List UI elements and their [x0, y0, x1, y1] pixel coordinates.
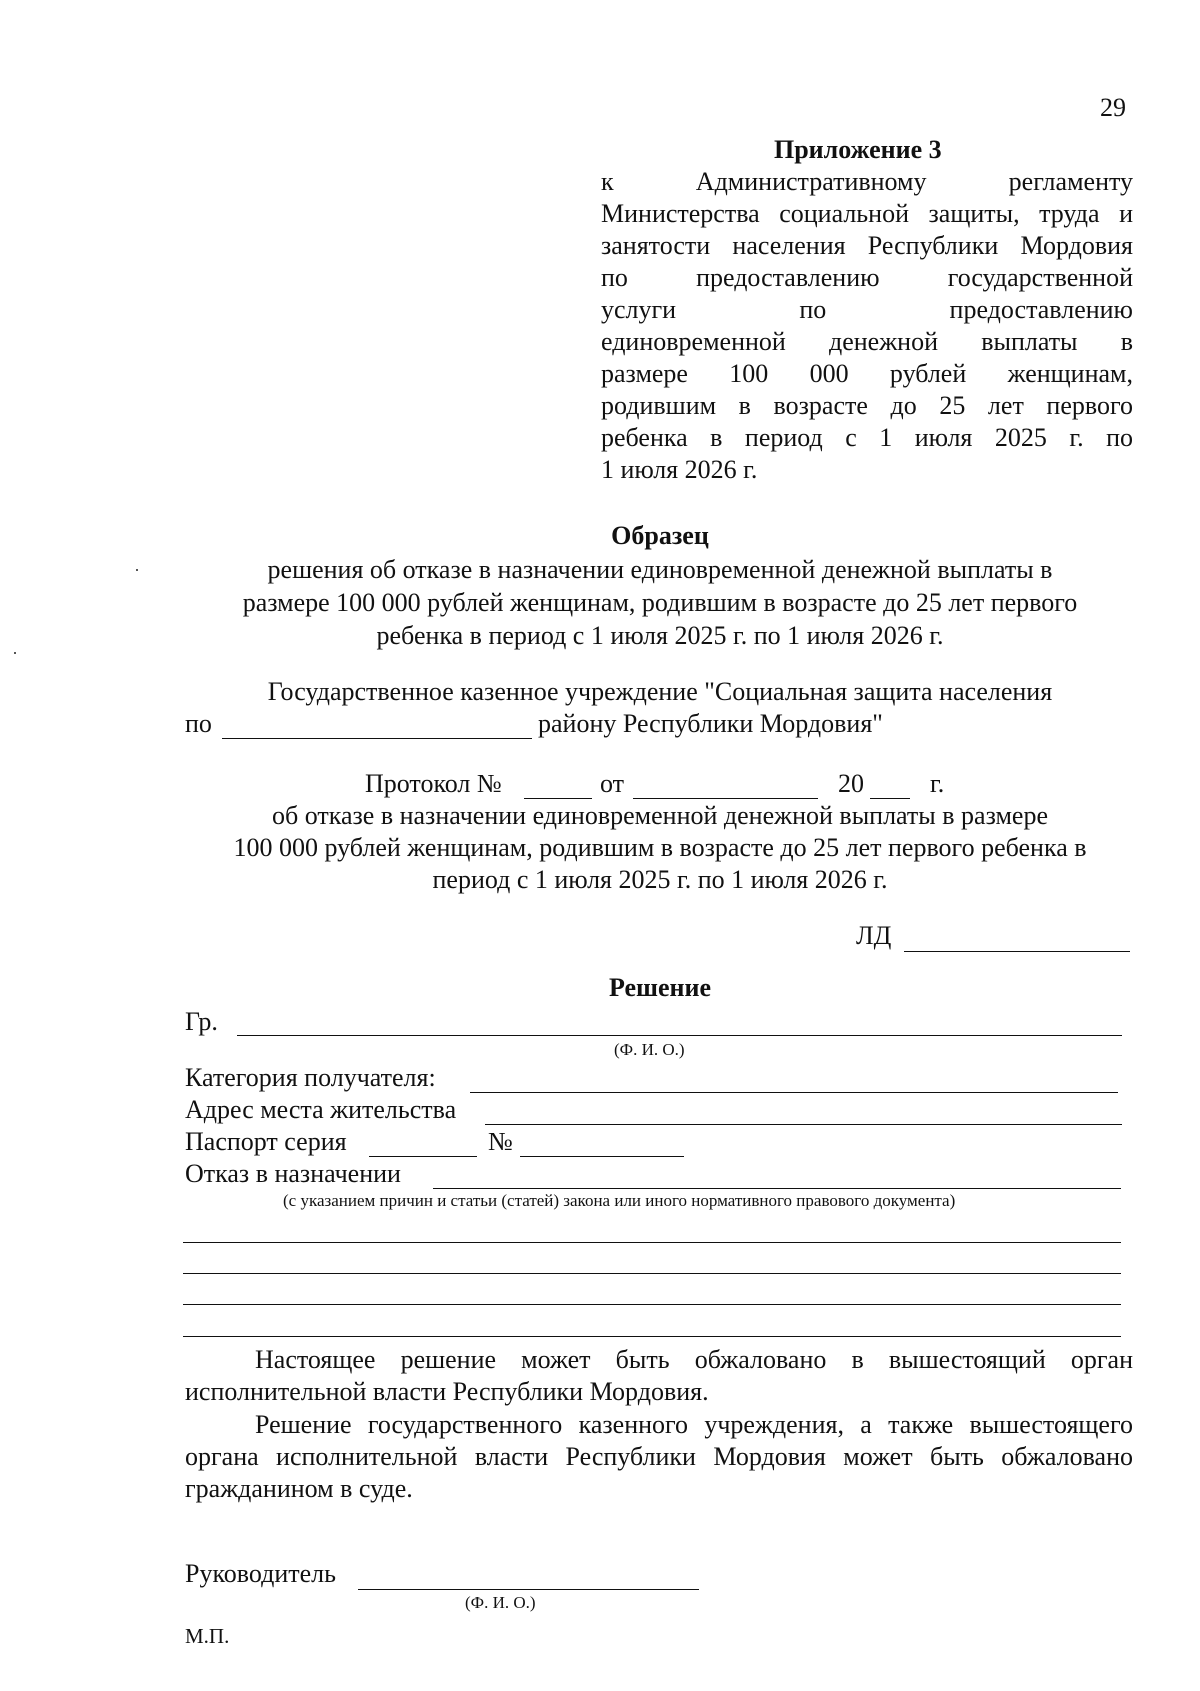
- address-label: Адрес места жительства: [185, 1095, 457, 1124]
- passport-no-label: №: [488, 1127, 513, 1156]
- annex-line: единовременной денежной выплаты в: [601, 327, 1133, 356]
- annex-line: ребенка в период с 1 июля 2025 г. по: [601, 423, 1133, 452]
- passport-series-blank: [369, 1156, 477, 1157]
- citizen-blank: [237, 1035, 1122, 1036]
- annex-line: родившим в возрасте до 25 лет первого: [601, 391, 1133, 420]
- reason-line: [183, 1304, 1121, 1305]
- protocol-year-blank: [870, 798, 910, 799]
- protocol-line: об отказе в назначении единовременной денежной выплаты в размере: [271, 801, 1048, 830]
- head-label: Руководитель: [185, 1559, 336, 1588]
- protocol-label: Протокол №: [365, 769, 502, 798]
- refusal-label: Отказ в назначении: [185, 1159, 401, 1188]
- institution-prefix: по: [185, 709, 212, 738]
- district-blank: [222, 738, 532, 739]
- passport-number-blank: [520, 1156, 684, 1157]
- sample-line: размере 100 000 рублей женщинам, родившим в возрасте до 25 лет первого: [242, 588, 1078, 617]
- annex-line: Министерства социальной защиты, труда и: [601, 199, 1133, 228]
- annex-title: Приложение 3: [774, 135, 942, 164]
- reason-line: [183, 1273, 1121, 1274]
- citizen-label: Гр.: [185, 1007, 218, 1036]
- protocol-line: период с 1 июля 2025 г. по 1 июля 2026 г.: [432, 865, 888, 894]
- reason-line: [183, 1336, 1121, 1337]
- address-blank: [485, 1124, 1122, 1125]
- appeal-paragraph: Настоящее решение может быть обжаловано в вышестоящий орган исполнительной власти Республики Мордовия.: [185, 1345, 1133, 1406]
- page-number: 29: [1100, 93, 1126, 122]
- category-blank: [470, 1092, 1118, 1093]
- protocol-year-prefix: 20: [838, 769, 864, 798]
- annex-line: услуги по предоставлению: [601, 295, 1133, 324]
- institution-suffix: району Республики Мордовия": [538, 709, 883, 738]
- ld-label: ЛД: [856, 921, 892, 950]
- appeal-paragraph: Решение государственного казенного учреждения, а также вышестоящего органа исполнительной власти Республики Мордовия может быть обжаловано гражданином в суде.: [185, 1410, 1133, 1503]
- annex-line: размере 100 000 рублей женщинам,: [601, 359, 1133, 388]
- sample-line: ребенка в период с 1 июля 2025 г. по 1 июля 2026 г.: [376, 621, 944, 650]
- head-fio-hint: (Ф. И. О.): [465, 1593, 536, 1612]
- protocol-number-blank: [524, 798, 592, 799]
- fio-hint: (Ф. И. О.): [614, 1040, 685, 1059]
- ld-blank: [904, 951, 1130, 952]
- sample-line: решения об отказе в назначении единовременной денежной выплаты в: [267, 555, 1053, 584]
- decision-title: Решение: [608, 973, 712, 1002]
- head-signature-blank: [358, 1589, 699, 1590]
- refusal-hint: (с указанием причин и статьи (статей) закона или иного нормативного правового документа): [283, 1191, 956, 1210]
- category-label: Категория получателя:: [185, 1063, 436, 1092]
- annex-line: к Административному регламенту: [601, 167, 1133, 196]
- scan-speck: [14, 652, 16, 654]
- protocol-from: от: [600, 769, 625, 798]
- stamp-label: М.П.: [185, 1624, 230, 1648]
- annex-line: по предоставлению государственной: [601, 263, 1133, 292]
- sample-title: Образец: [611, 521, 709, 550]
- protocol-date-blank: [633, 798, 818, 799]
- passport-label: Паспорт серия: [185, 1127, 347, 1156]
- protocol-line: 100 000 рублей женщинам, родившим в возрасте до 25 лет первого ребенка в: [233, 833, 1087, 862]
- reason-line: [183, 1242, 1121, 1243]
- institution-line: Государственное казенное учреждение "Социальная защита населения: [267, 677, 1053, 706]
- annex-line: занятости населения Республики Мордовия: [601, 231, 1133, 260]
- annex-line: 1 июля 2026 г.: [601, 455, 758, 484]
- protocol-year-suffix: г.: [930, 769, 945, 798]
- refusal-blank: [433, 1188, 1121, 1189]
